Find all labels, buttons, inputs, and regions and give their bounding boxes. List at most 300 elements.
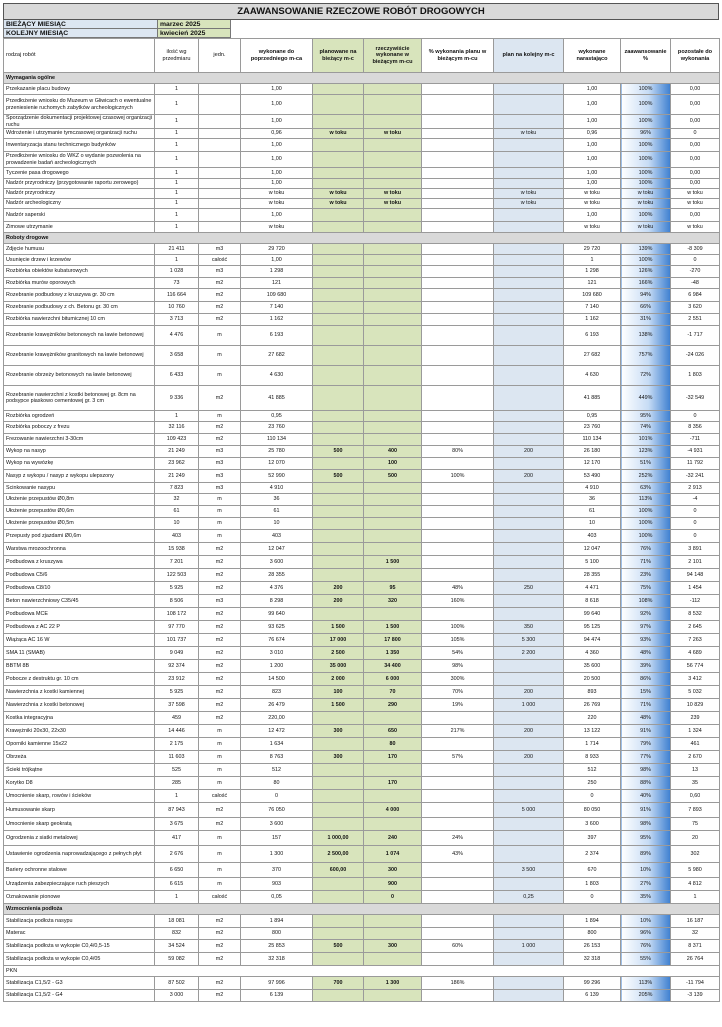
cell-next-plan: w toku bbox=[494, 189, 564, 199]
progress-table bbox=[3, 38, 720, 1002]
table-row bbox=[4, 863, 720, 878]
cell-name: Rozebranie obrzeży betonowych na ławie betonowej bbox=[4, 366, 155, 386]
cell-unit bbox=[199, 199, 241, 209]
cell-cumulative: 1 803 bbox=[564, 878, 621, 891]
cell-progress: 86% bbox=[621, 673, 671, 686]
cell-name: Beton nawierzchniowy C35/45 bbox=[4, 595, 155, 608]
cell-prev: 1,00 bbox=[241, 152, 313, 168]
cell-unit: m bbox=[199, 518, 241, 530]
cell-progress: 100% bbox=[621, 255, 671, 266]
section-row bbox=[4, 233, 720, 244]
cell-cumulative: 95 125 bbox=[564, 621, 621, 634]
cell-remaining: 26 764 bbox=[671, 953, 720, 966]
cell-plan-pct bbox=[422, 278, 494, 289]
cell-unit: m2 bbox=[199, 803, 241, 818]
cell-name: Rozbiórka poboczy z frezu bbox=[4, 422, 155, 434]
cell-plan: 500 bbox=[313, 446, 364, 458]
cell-qty: 8 506 bbox=[155, 595, 199, 608]
col-header-next-plan: plan na kolejny m-c bbox=[494, 39, 564, 73]
cell-qty: 32 116 bbox=[155, 422, 199, 434]
table-row bbox=[4, 751, 720, 764]
cell-qty: 18 081 bbox=[155, 915, 199, 928]
cell-cumulative: 0 bbox=[564, 891, 621, 904]
table-row bbox=[4, 209, 720, 222]
cell-qty: 97 770 bbox=[155, 621, 199, 634]
cell-progress: 757% bbox=[621, 346, 671, 366]
cell-qty: 1 bbox=[155, 129, 199, 139]
cell-plan: 500 bbox=[313, 940, 364, 953]
cell-plan bbox=[313, 115, 364, 129]
cell-actual: w toku bbox=[364, 129, 422, 139]
cell-cumulative: 1,00 bbox=[564, 115, 621, 129]
cell-remaining: 1 324 bbox=[671, 725, 720, 738]
cell-next-plan: 0,25 bbox=[494, 891, 564, 904]
cell-qty: 14 446 bbox=[155, 725, 199, 738]
cell-plan-pct bbox=[422, 803, 494, 818]
cell-prev: w toku bbox=[241, 222, 313, 233]
cell-next-plan: 350 bbox=[494, 621, 564, 634]
cell-prev: 121 bbox=[241, 278, 313, 289]
cell-progress: 100% bbox=[621, 152, 671, 168]
cell-cumulative: 29 720 bbox=[564, 244, 621, 255]
cell-prev: 800 bbox=[241, 928, 313, 940]
cell-cumulative: 2 374 bbox=[564, 846, 621, 863]
cell-actual: 500 bbox=[364, 470, 422, 483]
cell-name: Podbudowa C5/6 bbox=[4, 569, 155, 582]
cell-plan-pct bbox=[422, 990, 494, 1002]
cell-next-plan bbox=[494, 411, 564, 422]
cell-actual bbox=[364, 209, 422, 222]
cell-plan bbox=[313, 790, 364, 803]
cell-plan bbox=[313, 289, 364, 302]
col-header-name: rodzaj robót bbox=[4, 39, 155, 73]
cell-plan-pct bbox=[422, 458, 494, 470]
cell-actual bbox=[364, 289, 422, 302]
table-row bbox=[4, 199, 720, 209]
cell-remaining: -711 bbox=[671, 434, 720, 446]
cell-qty: 1 bbox=[155, 179, 199, 189]
cell-actual: 300 bbox=[364, 940, 422, 953]
cell-next-plan bbox=[494, 266, 564, 278]
cell-plan bbox=[313, 209, 364, 222]
cell-remaining: -8 309 bbox=[671, 244, 720, 255]
cell-name: Podbudowa z kruszywa bbox=[4, 556, 155, 569]
cell-next-plan bbox=[494, 458, 564, 470]
cell-next-plan bbox=[494, 326, 564, 346]
cell-progress: 40% bbox=[621, 790, 671, 803]
cell-actual: 17 800 bbox=[364, 634, 422, 647]
cell-name: Nawierzchnia z kostki betonowej bbox=[4, 699, 155, 712]
cell-plan bbox=[313, 556, 364, 569]
cell-unit: m bbox=[199, 725, 241, 738]
cell-plan bbox=[313, 494, 364, 506]
cell-unit: całość bbox=[199, 790, 241, 803]
cell-progress: 91% bbox=[621, 803, 671, 818]
cell-prev: 32 318 bbox=[241, 953, 313, 966]
cell-next-plan bbox=[494, 530, 564, 543]
cell-plan-pct bbox=[422, 777, 494, 790]
cell-name: Rozbiórka nawierzchni bitumicznej 10 cm bbox=[4, 314, 155, 326]
cell-qty: 832 bbox=[155, 928, 199, 940]
cell-name: Rozebranie podbudowy z kruszywa gr. 30 cm bbox=[4, 289, 155, 302]
cell-name: SMA 11 (SMAB) bbox=[4, 647, 155, 660]
cell-prev: 1,00 bbox=[241, 255, 313, 266]
cell-cumulative: 250 bbox=[564, 777, 621, 790]
cell-name: Korytko D8 bbox=[4, 777, 155, 790]
cell-progress: 94% bbox=[621, 289, 671, 302]
cell-plan-pct: 70% bbox=[422, 686, 494, 699]
cell-plan-pct bbox=[422, 326, 494, 346]
cell-remaining: -4 bbox=[671, 494, 720, 506]
col-header-plan-pct: % wykonania planu w bieżącym m-cu bbox=[422, 39, 494, 73]
cell-actual: 1 350 bbox=[364, 647, 422, 660]
cell-unit: m2 bbox=[199, 543, 241, 556]
cell-next-plan bbox=[494, 222, 564, 233]
cell-qty: 108 172 bbox=[155, 608, 199, 621]
cell-plan: 300 bbox=[313, 725, 364, 738]
cell-remaining: 0 bbox=[671, 411, 720, 422]
cell-next-plan bbox=[494, 990, 564, 1002]
cell-remaining: -112 bbox=[671, 595, 720, 608]
cell-progress: 100% bbox=[621, 179, 671, 189]
cell-next-plan bbox=[494, 422, 564, 434]
cell-unit: m3 bbox=[199, 446, 241, 458]
table-row bbox=[4, 366, 720, 386]
cell-plan: 300 bbox=[313, 751, 364, 764]
cell-actual: 1 500 bbox=[364, 556, 422, 569]
cell-remaining: -4 931 bbox=[671, 446, 720, 458]
cell-cumulative: 41 885 bbox=[564, 386, 621, 411]
cell-unit bbox=[199, 129, 241, 139]
cell-plan bbox=[313, 953, 364, 966]
cell-remaining: 302 bbox=[671, 846, 720, 863]
cell-qty: 15 938 bbox=[155, 543, 199, 556]
cell-qty: 92 374 bbox=[155, 660, 199, 673]
col-header-plan: planowane na bieżący m-c bbox=[313, 39, 364, 73]
cell-name: Urządzenia zabezpieczające ruch pieszych bbox=[4, 878, 155, 891]
cell-qty: 1 bbox=[155, 152, 199, 168]
cell-plan: 500 bbox=[313, 470, 364, 483]
cell-progress: 100% bbox=[621, 518, 671, 530]
cell-prev: 27 682 bbox=[241, 346, 313, 366]
cell-qty: 109 423 bbox=[155, 434, 199, 446]
cell-plan-pct bbox=[422, 953, 494, 966]
cell-qty: 21 411 bbox=[155, 244, 199, 255]
cell-unit: m2 bbox=[199, 660, 241, 673]
cell-remaining: 0,00 bbox=[671, 95, 720, 115]
cell-next-plan bbox=[494, 314, 564, 326]
cell-prev: 1 298 bbox=[241, 266, 313, 278]
cell-plan-pct: 186% bbox=[422, 977, 494, 990]
cell-name: Scinkowanie nasypu bbox=[4, 483, 155, 494]
cell-qty: 525 bbox=[155, 764, 199, 777]
cell-cumulative: 1,00 bbox=[564, 95, 621, 115]
cell-actual bbox=[364, 115, 422, 129]
cell-prev: 6 193 bbox=[241, 326, 313, 346]
section-label: Wymagania ogólne bbox=[4, 73, 720, 84]
cell-plan-pct bbox=[422, 209, 494, 222]
cell-name: Nasyp z wykopu / nasyp z wykopu ulepszony bbox=[4, 470, 155, 483]
table-row bbox=[4, 266, 720, 278]
cell-unit: m2 bbox=[199, 712, 241, 725]
cell-prev: 157 bbox=[241, 831, 313, 846]
cell-prev: 29 720 bbox=[241, 244, 313, 255]
cell-remaining: 0,00 bbox=[671, 139, 720, 152]
cell-next-plan: 5 300 bbox=[494, 634, 564, 647]
cell-unit: m2 bbox=[199, 977, 241, 990]
cell-cumulative: 26 769 bbox=[564, 699, 621, 712]
cell-cumulative: 61 bbox=[564, 506, 621, 518]
cell-plan-pct bbox=[422, 168, 494, 179]
cell-next-plan bbox=[494, 915, 564, 928]
cell-next-plan bbox=[494, 278, 564, 289]
cell-name: Stabilizacja podłoża w wykopie C0,4/0,5-15 bbox=[4, 940, 155, 953]
cell-actual: 0 bbox=[364, 891, 422, 904]
cell-unit: m bbox=[199, 494, 241, 506]
cell-actual bbox=[364, 302, 422, 314]
cell-plan bbox=[313, 518, 364, 530]
cell-prev: 99 640 bbox=[241, 608, 313, 621]
cell-unit: m3 bbox=[199, 266, 241, 278]
cell-cumulative: 6 139 bbox=[564, 990, 621, 1002]
col-header-cumulative: wykonane narastająco bbox=[564, 39, 621, 73]
cell-cumulative: 0,95 bbox=[564, 411, 621, 422]
cell-plan bbox=[313, 386, 364, 411]
cell-actual: 290 bbox=[364, 699, 422, 712]
table-row bbox=[4, 608, 720, 621]
cell-plan bbox=[313, 434, 364, 446]
cell-plan-pct bbox=[422, 346, 494, 366]
cell-name: Humusowanie skarp bbox=[4, 803, 155, 818]
cell-plan bbox=[313, 506, 364, 518]
cell-cumulative: 1 bbox=[564, 255, 621, 266]
cell-qty: 1 bbox=[155, 199, 199, 209]
cell-unit: m3 bbox=[199, 595, 241, 608]
cell-qty: 116 664 bbox=[155, 289, 199, 302]
cell-cumulative: 32 318 bbox=[564, 953, 621, 966]
cell-actual: 95 bbox=[364, 582, 422, 595]
cell-plan bbox=[313, 278, 364, 289]
cell-prev: 1,00 bbox=[241, 84, 313, 95]
cell-remaining: 0 bbox=[671, 506, 720, 518]
cell-name: Rozebranie krawężników betonowych na ławie betonowej bbox=[4, 326, 155, 346]
cell-name: Wdrożenie i utrzymanie tymczasowej organizacji ruchu bbox=[4, 129, 155, 139]
cell-plan-pct bbox=[422, 199, 494, 209]
cell-actual bbox=[364, 346, 422, 366]
cell-prev: 109 680 bbox=[241, 289, 313, 302]
cell-qty: 1 bbox=[155, 209, 199, 222]
cell-unit bbox=[199, 139, 241, 152]
cell-name: Kostka integracyjna bbox=[4, 712, 155, 725]
cell-progress: 51% bbox=[621, 458, 671, 470]
cell-qty: 59 082 bbox=[155, 953, 199, 966]
cell-plan-pct bbox=[422, 255, 494, 266]
cell-remaining: 13 bbox=[671, 764, 720, 777]
cell-name: Usunięcie drzew i krzewów bbox=[4, 255, 155, 266]
cell-unit: m bbox=[199, 831, 241, 846]
cell-prev: 26 479 bbox=[241, 699, 313, 712]
cell-unit: m3 bbox=[199, 470, 241, 483]
cell-cumulative: 1 162 bbox=[564, 314, 621, 326]
table-row bbox=[4, 434, 720, 446]
cell-remaining: 0 bbox=[671, 530, 720, 543]
cell-cumulative: 121 bbox=[564, 278, 621, 289]
cell-name: Ułożenie przepustów Ø0,8m bbox=[4, 494, 155, 506]
cell-next-plan bbox=[494, 255, 564, 266]
cell-cumulative: 512 bbox=[564, 764, 621, 777]
table-row bbox=[4, 660, 720, 673]
cell-plan bbox=[313, 915, 364, 928]
cell-next-plan: 2 200 bbox=[494, 647, 564, 660]
cell-qty: 73 bbox=[155, 278, 199, 289]
cell-progress: 93% bbox=[621, 634, 671, 647]
cell-progress: 101% bbox=[621, 434, 671, 446]
cell-unit: m2 bbox=[199, 818, 241, 831]
table-row bbox=[4, 326, 720, 346]
cell-qty: 7 823 bbox=[155, 483, 199, 494]
cell-cumulative: 99 640 bbox=[564, 608, 621, 621]
cell-prev: 0,96 bbox=[241, 129, 313, 139]
cell-cumulative: 893 bbox=[564, 686, 621, 699]
cell-progress: 98% bbox=[621, 818, 671, 831]
cell-cumulative: 94 474 bbox=[564, 634, 621, 647]
cell-name: Pobocze z destruktu gr. 10 cm bbox=[4, 673, 155, 686]
cell-progress: 100% bbox=[621, 139, 671, 152]
cell-next-plan bbox=[494, 434, 564, 446]
cell-prev: 25 853 bbox=[241, 940, 313, 953]
cell-prev: 370 bbox=[241, 863, 313, 878]
cell-next-plan bbox=[494, 831, 564, 846]
cell-cumulative: 670 bbox=[564, 863, 621, 878]
cell-actual bbox=[364, 168, 422, 179]
cell-actual bbox=[364, 915, 422, 928]
cell-progress: 95% bbox=[621, 411, 671, 422]
cell-cumulative: 4 630 bbox=[564, 366, 621, 386]
cell-qty: 3 000 bbox=[155, 990, 199, 1002]
cell-plan: w toku bbox=[313, 189, 364, 199]
cell-next-plan bbox=[494, 244, 564, 255]
cell-cumulative: 1,00 bbox=[564, 179, 621, 189]
cell-qty: 11 603 bbox=[155, 751, 199, 764]
cell-remaining: 0,00 bbox=[671, 152, 720, 168]
cell-cumulative: 13 122 bbox=[564, 725, 621, 738]
cell-qty: 1 bbox=[155, 790, 199, 803]
cell-cumulative: 26 153 bbox=[564, 940, 621, 953]
cell-prev: 1 162 bbox=[241, 314, 313, 326]
cell-name: Rozbiórka murów oporowych bbox=[4, 278, 155, 289]
cell-cumulative: 23 760 bbox=[564, 422, 621, 434]
cell-next-plan bbox=[494, 818, 564, 831]
cell-next-plan bbox=[494, 506, 564, 518]
cell-unit bbox=[199, 115, 241, 129]
table-row bbox=[4, 582, 720, 595]
cell-qty: 3 658 bbox=[155, 346, 199, 366]
cell-remaining: 0,60 bbox=[671, 790, 720, 803]
cell-unit: m2 bbox=[199, 386, 241, 411]
cell-actual: 70 bbox=[364, 686, 422, 699]
cell-prev: 3 600 bbox=[241, 556, 313, 569]
cell-next-plan bbox=[494, 209, 564, 222]
cell-plan bbox=[313, 255, 364, 266]
cell-qty: 87 502 bbox=[155, 977, 199, 990]
cell-progress: 55% bbox=[621, 953, 671, 966]
cell-plan-pct bbox=[422, 411, 494, 422]
cell-actual bbox=[364, 366, 422, 386]
cell-progress: 166% bbox=[621, 278, 671, 289]
cell-next-plan: w toku bbox=[494, 199, 564, 209]
table-row bbox=[4, 139, 720, 152]
cell-plan bbox=[313, 179, 364, 189]
cell-progress: 75% bbox=[621, 582, 671, 595]
cell-name: Podbudowa MCE bbox=[4, 608, 155, 621]
cell-next-plan: 200 bbox=[494, 686, 564, 699]
cell-cumulative: 20 500 bbox=[564, 673, 621, 686]
cell-qty: 10 bbox=[155, 518, 199, 530]
cell-progress: 113% bbox=[621, 494, 671, 506]
meta-label: KOLEJNY MIESIĄC bbox=[3, 29, 158, 38]
cell-prev: 23 760 bbox=[241, 422, 313, 434]
table-row bbox=[4, 831, 720, 846]
cell-progress: 139% bbox=[621, 244, 671, 255]
cell-plan-pct bbox=[422, 556, 494, 569]
cell-cumulative: 1 298 bbox=[564, 266, 621, 278]
cell-progress: w toku bbox=[621, 199, 671, 209]
cell-qty: 23 912 bbox=[155, 673, 199, 686]
cell-actual: 1 074 bbox=[364, 846, 422, 863]
cell-plan bbox=[313, 543, 364, 556]
cell-next-plan bbox=[494, 777, 564, 790]
cell-actual: 80 bbox=[364, 738, 422, 751]
cell-actual: 400 bbox=[364, 446, 422, 458]
cell-unit: m2 bbox=[199, 915, 241, 928]
cell-name: Wykop na nasyp bbox=[4, 446, 155, 458]
cell-plan bbox=[313, 483, 364, 494]
table-row bbox=[4, 621, 720, 634]
cell-plan-pct bbox=[422, 483, 494, 494]
cell-unit: m2 bbox=[199, 422, 241, 434]
cell-qty: 32 bbox=[155, 494, 199, 506]
cell-progress: 100% bbox=[621, 506, 671, 518]
cell-prev: 0 bbox=[241, 790, 313, 803]
cell-next-plan bbox=[494, 673, 564, 686]
cell-qty: 417 bbox=[155, 831, 199, 846]
table-header bbox=[4, 39, 720, 73]
cell-name: Rozbiórka ogrodzeń bbox=[4, 411, 155, 422]
section-row bbox=[4, 73, 720, 84]
cell-actual bbox=[364, 255, 422, 266]
cell-remaining: -11 794 bbox=[671, 977, 720, 990]
cell-progress: 48% bbox=[621, 712, 671, 725]
cell-name: Stabilizacja podłoża w wykopie C0,4/05 bbox=[4, 953, 155, 966]
table-row bbox=[4, 458, 720, 470]
cell-next-plan bbox=[494, 660, 564, 673]
cell-remaining: -32 241 bbox=[671, 470, 720, 483]
cell-progress: 66% bbox=[621, 302, 671, 314]
table-row bbox=[4, 915, 720, 928]
cell-plan-pct bbox=[422, 878, 494, 891]
cell-qty: 5 925 bbox=[155, 686, 199, 699]
meta-label: BIEŻĄCY MIESIĄC bbox=[3, 20, 158, 29]
cell-next-plan: 200 bbox=[494, 725, 564, 738]
cell-progress: 71% bbox=[621, 699, 671, 712]
cell-unit bbox=[199, 209, 241, 222]
cell-unit: m2 bbox=[199, 434, 241, 446]
cell-qty: 3 675 bbox=[155, 818, 199, 831]
cell-actual bbox=[364, 411, 422, 422]
cell-unit bbox=[199, 84, 241, 95]
cell-prev: 1 200 bbox=[241, 660, 313, 673]
cell-name: Oznakowanie pionowe bbox=[4, 891, 155, 904]
